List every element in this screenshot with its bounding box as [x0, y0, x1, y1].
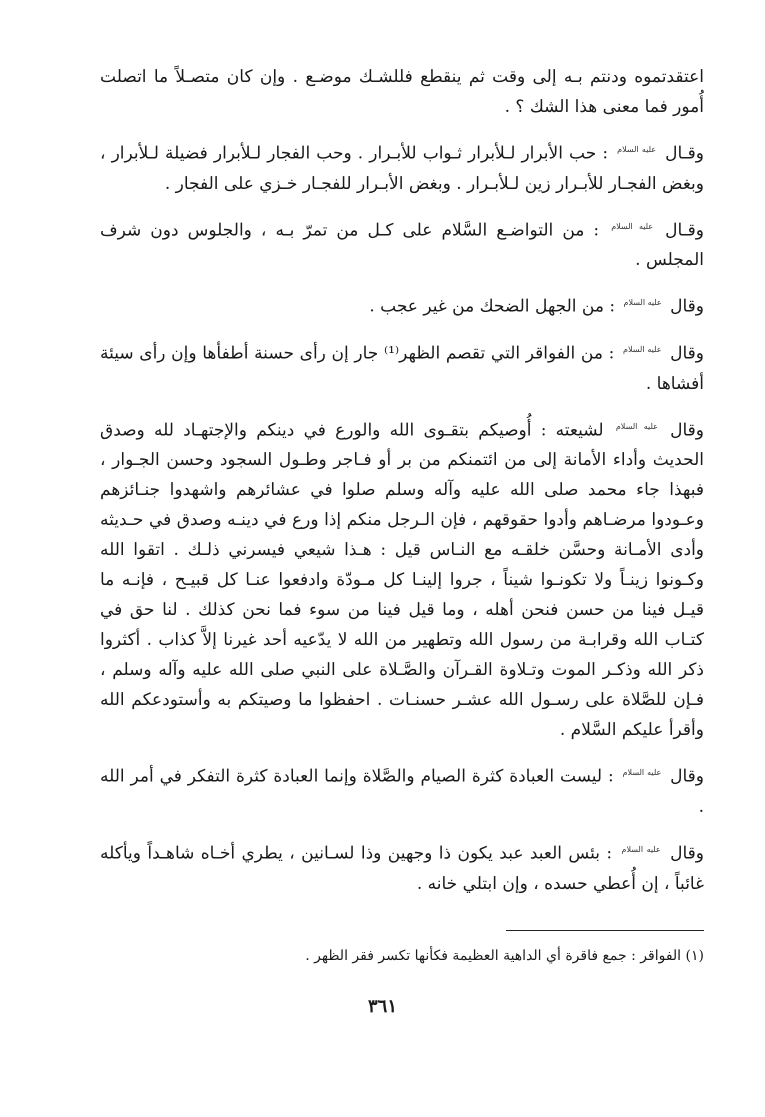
honorific-mark: عليه السلام: [623, 344, 662, 354]
paragraph-3: [100, 212, 704, 276]
footnote-divider: [506, 930, 704, 931]
paragraph-text: : حب الأبرار لـلأبرار ثـواب للأبـرار . وحب الفجار لـلأبرار فضيلة لـلأبرار ، وبغض الفجـار للأبـرار زين لـلأبـرار . وبغض الأبـرار للفجـار خـزي على الفجار .: [100, 143, 704, 194]
paragraph-text: : من التواضـع السَّلام على كـل من تمرّ بـه ، والجلوس دون شرف المجلس .: [100, 220, 704, 271]
paragraph-lead: وقـال: [665, 143, 705, 164]
paragraph-6: [100, 412, 704, 746]
honorific-mark: عليه السلام: [617, 145, 657, 154]
paragraph-text: : من الجهل الضحك من غير عجب .: [369, 296, 616, 317]
paragraph-5: [100, 335, 704, 399]
paragraph-1: [100, 62, 704, 122]
paragraph-lead: وقال: [670, 420, 704, 441]
paragraph-lead: وقال: [670, 296, 704, 317]
honorific-mark: عليه السلام: [611, 221, 654, 231]
paragraph-text: : بئس العبد عبد يكون ذا وجهين وذا لسـانين ، يطري أخـاه شاهـداً ويأكله غائباً ، إن أُعطي حسده ، وإن ابتلي خانه .: [100, 843, 704, 894]
honorific-mark: عليه السلام: [622, 768, 662, 778]
paragraph-lead: وقال: [670, 766, 704, 787]
paragraph-2: [100, 135, 704, 199]
paragraph-lead: وقال: [670, 343, 705, 364]
paragraph-7: [100, 758, 704, 822]
paragraph-4: [100, 288, 704, 322]
paragraph-text: : من الفواقر التي تقصم الظهر⁽¹⁾ جار إن رأى حسنة أطفأها وإن رأى سيئة أفشاها .: [100, 343, 704, 394]
paragraph-text: لشيعته : أُوصيكم بتقـوى الله والورع في دينكم والإجتهـاد لله وصدق الحديث وأداء الأمانة إلى من ائتمنكم من بر أو فـاجر وطـول السجود وحسن الجـوار ، فبهذا جاء محمد صلى الله عليه وآله وسلم صلوا في عشائرهم واشهدوا جنـائزهم وعـودوا مرضـاهم وأدوا حقوقهم ، فإن الـرجل منكم إذا ورع في دينـه وصدق في حـديثه وأدى الأمـانة وحسَّن خلقـه مع النـاس قيل : هـذا شيعي فيسرني ذلـك . اتقوا الله وكـونوا زينـاً ولا تكونـوا شيناً ، جروا إلينـا كل مـودّة وادفعوا عنـا كل قبيـح ، فإنـه ما قيـل فينا من حسن فنحن أهله ، وما قيل فينا من سوء فما نحن كذلك . لنا حق في كتـاب الله وقرابـة من رسول الله وتطهير من الله لا يدّعيه أحد غيرنا إلاَّ كذاب . أكثروا ذكر الله وذكـر الموت وتـلاوة القـرآن والصَّـلاة على النبي صلى الله عليه وآله وسلم ، فـإن للصَّلاة على رسـول الله عشـر حسنـات . احفظوا ما وصيتكم به وأستودعكم الله وأقرأ عليكم السَّلام .: [100, 420, 704, 741]
honorific-mark: عليه السلام: [623, 298, 662, 308]
page-number: ٣٦١: [367, 996, 397, 1017]
paragraph-lead: وقال: [670, 843, 704, 864]
paragraph-lead: وقـال: [665, 220, 704, 241]
page-body: [100, 62, 704, 912]
paragraph-8: [100, 835, 704, 899]
honorific-mark: عليه السلام: [615, 421, 658, 431]
honorific-mark: عليه السلام: [621, 844, 661, 854]
paragraph-text: اعتقدتموه ودنتم بـه إلى وقت ثم ينقطع فللشـك موضـع . وإن كان متصـلاً ما اتصلت أُمور فما معنى هذا الشك ؟ .: [100, 67, 704, 117]
footnote: (١) الفواقر : جمع فاقرة أي الداهية العظيمة فكأنها تكسر فقر الظهر .: [305, 948, 704, 964]
paragraph-text: : ليست العبادة كثرة الصيام والصَّلاة وإنما العبادة كثرة التفكر في أمر الله .: [100, 766, 704, 817]
